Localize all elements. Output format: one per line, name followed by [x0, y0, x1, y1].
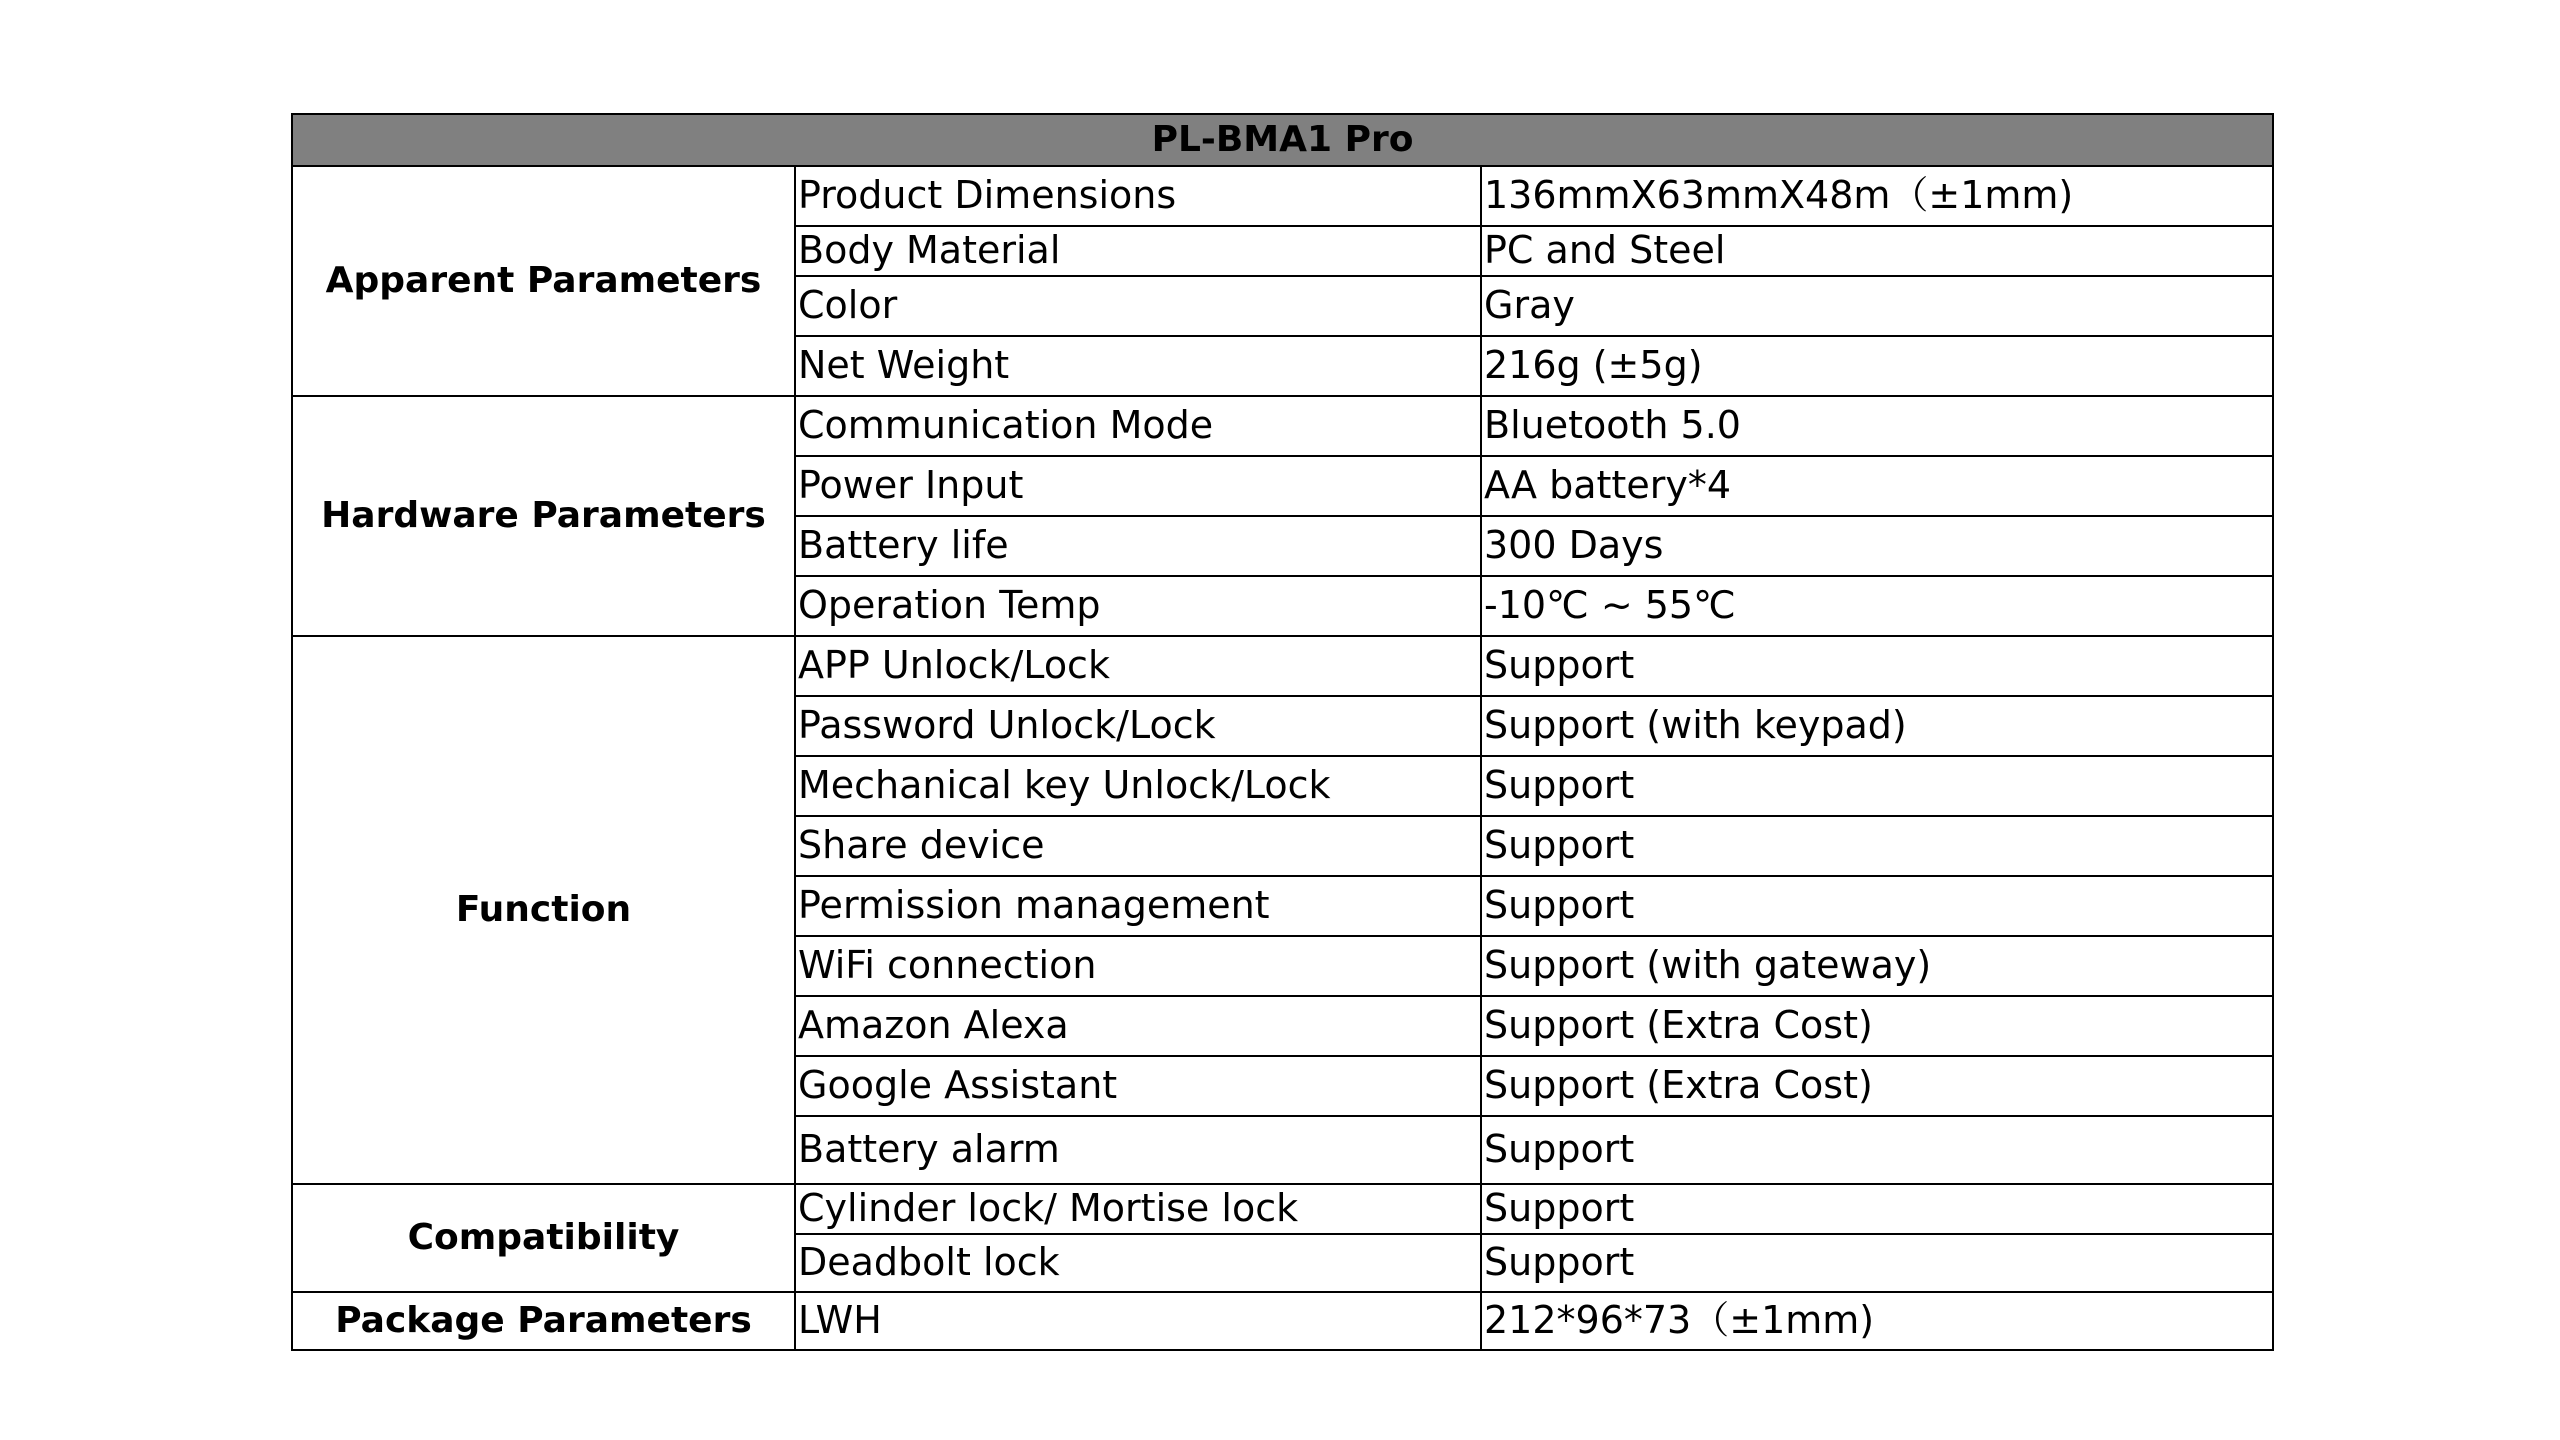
param-cell: Share device	[795, 816, 1481, 876]
param-cell: Amazon Alexa	[795, 996, 1481, 1056]
value-cell: 136mmX63mmX48m（±1mm)	[1481, 166, 2273, 226]
value-cell: Support (Extra Cost)	[1481, 1056, 2273, 1116]
value-cell: Support	[1481, 816, 2273, 876]
value-cell: Support	[1481, 636, 2273, 696]
value-cell: Support (Extra Cost)	[1481, 996, 2273, 1056]
param-cell: Body Material	[795, 226, 1481, 276]
value-cell: Support (with keypad)	[1481, 696, 2273, 756]
param-cell: Mechanical key Unlock/Lock	[795, 756, 1481, 816]
table-row	[292, 166, 2273, 226]
group-label-package: Package Parameters	[292, 1292, 795, 1350]
group-label-function: Function	[292, 636, 795, 1184]
param-cell: Google Assistant	[795, 1056, 1481, 1116]
param-cell: APP Unlock/Lock	[795, 636, 1481, 696]
param-cell: Net Weight	[795, 336, 1481, 396]
value-cell: Support	[1481, 876, 2273, 936]
title-row	[292, 114, 2273, 166]
value-cell: Support (with gateway)	[1481, 936, 2273, 996]
table-row	[292, 1184, 2273, 1234]
table-row	[292, 396, 2273, 456]
param-cell: Product Dimensions	[795, 166, 1481, 226]
table-title: PL-BMA1 Pro	[292, 114, 2273, 166]
param-cell: Deadbolt lock	[795, 1234, 1481, 1292]
value-cell: 212*96*73（±1mm)	[1481, 1292, 2273, 1350]
value-cell: -10℃ ~ 55℃	[1481, 576, 2273, 636]
value-cell: Support	[1481, 1234, 2273, 1292]
group-label-compatibility: Compatibility	[292, 1184, 795, 1292]
group-label-apparent: Apparent Parameters	[292, 166, 795, 396]
value-cell: PC and Steel	[1481, 226, 2273, 276]
value-cell: Support	[1481, 1116, 2273, 1184]
value-cell: Support	[1481, 1184, 2273, 1234]
param-cell: WiFi connection	[795, 936, 1481, 996]
table-row	[292, 636, 2273, 696]
table-row	[292, 1292, 2273, 1350]
param-cell: LWH	[795, 1292, 1481, 1350]
value-cell: Support	[1481, 756, 2273, 816]
group-label-hardware: Hardware Parameters	[292, 396, 795, 636]
value-cell: 216g (±5g)	[1481, 336, 2273, 396]
value-cell: 300 Days	[1481, 516, 2273, 576]
value-cell: Bluetooth 5.0	[1481, 396, 2273, 456]
param-cell: Cylinder lock/ Mortise lock	[795, 1184, 1481, 1234]
param-cell: Color	[795, 276, 1481, 336]
param-cell: Password Unlock/Lock	[795, 696, 1481, 756]
param-cell: Communication Mode	[795, 396, 1481, 456]
param-cell: Battery alarm	[795, 1116, 1481, 1184]
value-cell: AA battery*4	[1481, 456, 2273, 516]
param-cell: Power Input	[795, 456, 1481, 516]
param-cell: Battery life	[795, 516, 1481, 576]
param-cell: Permission management	[795, 876, 1481, 936]
value-cell: Gray	[1481, 276, 2273, 336]
param-cell: Operation Temp	[795, 576, 1481, 636]
spec-table	[291, 113, 2274, 1351]
